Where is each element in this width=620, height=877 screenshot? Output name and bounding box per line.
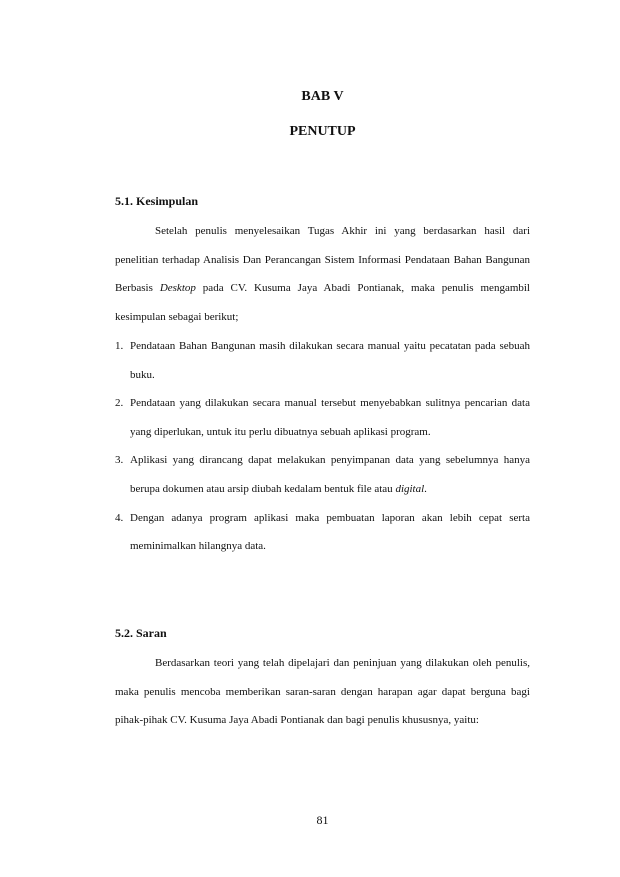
list-item-text-italic: digital [395, 482, 425, 495]
list-item-text-after: . [424, 482, 427, 495]
list-item-number: 3. [115, 454, 124, 467]
intro-text-before: Setelah penulis menyelesaikan Tugas Akhir ini yang berdasarkan hasil dari penelitian terhadap Analisis Dan Perancangan Sistem Informasi Pendataan Bahan Bangunan Berbasis [115, 225, 530, 295]
chapter-number: BAB V [301, 89, 344, 104]
list-item-number: 2. [115, 397, 124, 410]
list-item [115, 446, 530, 503]
list-item [115, 389, 530, 446]
chapter-title: PENUTUP [289, 124, 356, 139]
list-item-text-before: Aplikasi yang dirancang dapat melakukan penyimpanan data yang sebelumnya hanya berupa dokumen atau arsip diubah kedalam bentuk file atau [130, 454, 530, 495]
kesimpulan-list [115, 332, 530, 561]
section-heading-kesimpulan: 5.1. Kesimpulan [115, 194, 199, 208]
list-item [115, 504, 530, 561]
section-heading-saran: 5.2. Saran [115, 626, 167, 640]
intro-text-after: pada CV. Kusuma Jaya Abadi Pontianak, maka penulis mengambil kesimpulan sebagai berikut; [115, 282, 530, 323]
page-number: 81 [316, 813, 329, 827]
list-item-text: Pendataan yang dilakukan secara manual tersebut menyebabkan sulitnya pencarian data yang diperlukan, untuk itu perlu dibuatnya sebuah aplikasi program. [130, 397, 530, 438]
kesimpulan-intro-paragraph [115, 217, 530, 331]
list-item [115, 332, 530, 389]
list-item-text: Pendataan Bahan Bangunan masih dilakukan secara manual yaitu pecatatan pada sebuah buku. [130, 340, 530, 381]
intro-text-italic: Desktop [159, 282, 196, 295]
saran-paragraph: Berdasarkan teori yang telah dipelajari dan peninjuan yang dilakukan oleh penulis, maka penulis mencoba memberikan saran-saran dengan harapan agar dapat berguna bagi pihak-pihak CV. Kusuma Jaya Abadi Pontianak dan bagi penulis khususnya, yaitu: [115, 657, 530, 727]
list-item-text: Dengan adanya program aplikasi maka pembuatan laporan akan lebih cepat serta meminimalkan hilangnya data. [130, 511, 530, 553]
list-item-number: 1. [115, 340, 124, 352]
list-item-number: 4. [115, 511, 124, 524]
